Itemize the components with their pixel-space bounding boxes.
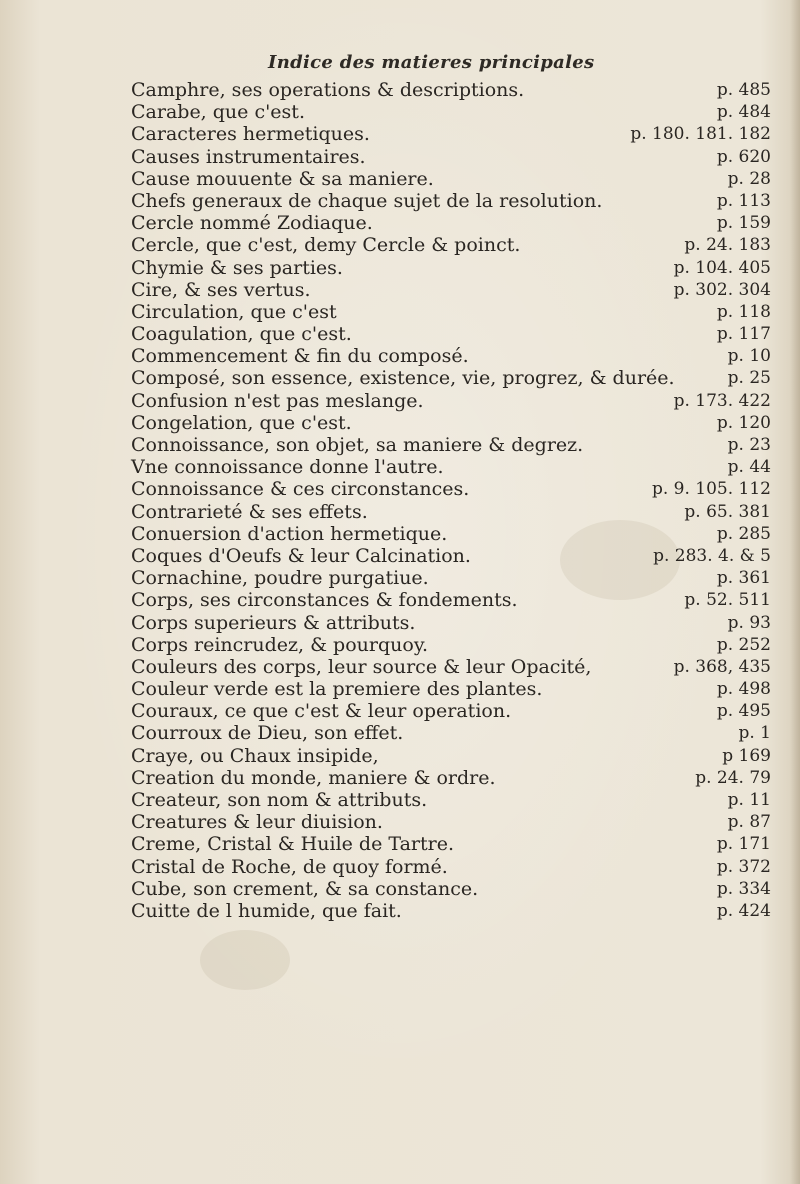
index-entry (131, 390, 771, 412)
entry-term: Connoissance, son objet, sa maniere & degrez. (131, 434, 584, 456)
entry-term: Causes instrumentaires. (131, 145, 366, 168)
entry-term: Cercle nommé Zodiaque. (131, 212, 373, 235)
entry-page-ref: p. 334 (716, 878, 771, 899)
index-entry (131, 478, 771, 500)
entry-term: Couleur verde est la premiere des plantes. (131, 678, 543, 701)
index-entry (131, 101, 771, 123)
entry-page-ref: p. 252 (716, 634, 771, 655)
entry-page-ref: p. 498 (716, 679, 771, 700)
entry-term: Creatures & leur diuision. (131, 811, 383, 834)
index-entry (131, 190, 771, 212)
entry-page-ref: p. 180. 181. 182 (630, 124, 771, 145)
index-entry (131, 745, 771, 767)
index-entry (131, 345, 771, 367)
entry-page-ref: p. 159 (716, 213, 771, 234)
entry-term: Cercle, que c'est, demy Cercle & poinct. (131, 234, 521, 257)
index-entry (131, 501, 771, 523)
entry-page-ref: p. 1 (738, 723, 771, 744)
entry-page-ref: p. 484 (716, 102, 771, 123)
entry-page-ref: p. 620 (716, 146, 771, 167)
index-entry (131, 456, 771, 478)
index-entry (131, 323, 771, 345)
entry-term: Composé, son essence, existence, vie, progrez, & durée. (131, 367, 675, 390)
entry-term: Chefs generaux de chaque sujet de la resolution. (131, 189, 603, 212)
entry-page-ref: p. 44 (727, 457, 771, 478)
entry-term: Cornachine, poudre purgatiue. (131, 567, 429, 590)
entry-term: Cristal de Roche, de quoy formé. (131, 855, 448, 878)
entry-term: Createur, son nom & attributs. (131, 789, 428, 811)
entry-page-ref: p. 65. 381 (684, 501, 771, 522)
index-entry (131, 367, 771, 389)
entry-page-ref: p. 117 (716, 324, 771, 345)
index-entry (131, 700, 771, 722)
index-entry (131, 279, 771, 301)
entry-page-ref: p. 361 (716, 568, 771, 589)
entry-term: Conuersion d'action hermetique. (131, 522, 448, 545)
entry-term: Chymie & ses parties. (131, 256, 343, 279)
entry-term: Cuitte de l humide, que fait. (131, 899, 402, 922)
entry-page-ref: p. 171 (716, 834, 771, 855)
index-entry (131, 678, 771, 700)
entry-page-ref: p. 495 (716, 701, 771, 722)
entry-term: Couraux, ce que c'est & leur operation. (131, 700, 512, 723)
index-entry (131, 567, 771, 589)
entry-page-ref: p. 23 (727, 435, 771, 455)
entry-term: Coagulation, que c'est. (131, 323, 352, 346)
index-entry (131, 523, 771, 545)
index-entry (131, 634, 771, 656)
entry-term: Creation du monde, maniere & ordre. (131, 766, 496, 789)
entry-term: Carabe, que c'est. (131, 101, 305, 124)
index-entry (131, 257, 771, 279)
entry-term: Circulation, que c'est (131, 300, 337, 323)
index-entry (131, 589, 771, 611)
entry-page-ref: p. 173. 422 (673, 390, 771, 411)
entry-page-ref: p. 9. 105. 112 (651, 479, 771, 500)
running-head: Indice des matieres principales (268, 52, 595, 73)
index-entry (131, 833, 771, 855)
entry-term: Camphre, ses operations & descriptions. (131, 79, 525, 101)
entry-term: Couleurs des corps, leur source & leur Opacité, (131, 655, 592, 678)
entry-page-ref: p. 113 (716, 190, 771, 211)
index-entry (131, 767, 771, 789)
entry-page-ref: p. 24. 79 (695, 767, 771, 788)
entry-page-ref: p. 93 (727, 612, 771, 633)
entry-page-ref: p. 24. 183 (684, 235, 771, 256)
entry-page-ref: p. 302. 304 (673, 279, 771, 300)
entry-term: Connoissance & ces circonstances. (131, 478, 470, 501)
entry-term: Cire, & ses vertus. (131, 278, 311, 301)
index-entry (131, 612, 771, 634)
entry-page-ref: p. 368, 435 (673, 656, 771, 677)
index-entry (131, 789, 771, 811)
entry-term: Craye, ou Chaux insipide, (131, 744, 379, 767)
entry-page-ref: p. 283. 4. & 5 (653, 545, 771, 566)
index-entry (131, 900, 771, 922)
entry-page-ref: p. 10 (727, 346, 771, 367)
entry-term: Courroux de Dieu, son effet. (131, 722, 404, 745)
index-entry (131, 656, 771, 678)
entry-term: Vne connoissance donne l'autre. (131, 456, 444, 479)
entry-term: Corps superieurs & attributs. (131, 611, 416, 634)
index-entry (131, 79, 771, 101)
page-edge-shadow (790, 0, 800, 1184)
entry-term: Corps, ses circonstances & fondements. (131, 589, 518, 612)
index-entry (131, 722, 771, 744)
index-entry (131, 146, 771, 168)
entry-term: Congelation, que c'est. (131, 411, 352, 434)
entry-term: Confusion n'est pas meslange. (131, 389, 424, 412)
entry-page-ref: p. 118 (716, 301, 771, 322)
index-entry (131, 123, 771, 145)
entry-page-ref: p. 372 (716, 856, 771, 877)
entry-page-ref: p. 285 (716, 523, 771, 544)
entry-page-ref: p. 28 (727, 168, 771, 189)
entry-page-ref: p. 87 (727, 812, 771, 833)
index-entry (131, 811, 771, 833)
index-entry (131, 856, 771, 878)
index-entry (131, 545, 771, 567)
entry-page-ref: p. 485 (716, 80, 771, 100)
entry-term: Contrarieté & ses effets. (131, 500, 368, 523)
index-entry (131, 434, 771, 456)
index-entry (131, 168, 771, 190)
entry-term: Cube, son crement, & sa constance. (131, 877, 479, 900)
index-entry (131, 301, 771, 323)
entry-term: Coques d'Oeufs & leur Calcination. (131, 544, 471, 567)
entry-page-ref: p. 52. 511 (684, 590, 771, 611)
entry-page-ref: p. 11 (727, 790, 771, 810)
entry-page-ref: p. 25 (727, 368, 771, 389)
index-entry (131, 234, 771, 256)
index-entry (131, 212, 771, 234)
entry-term: Creme, Cristal & Huile de Tartre. (131, 833, 454, 856)
entry-term: Cause mouuente & sa maniere. (131, 167, 434, 190)
entry-page-ref: p. 120 (716, 412, 771, 433)
index-entries (131, 79, 771, 922)
entry-term: Commencement & fin du composé. (131, 345, 469, 368)
entry-term: Corps reincrudez, & pourquoy. (131, 633, 429, 656)
index-entry (131, 412, 771, 434)
entry-page-ref: p. 104. 405 (673, 257, 771, 278)
paper-stain (200, 930, 290, 990)
entry-term: Caracteres hermetiques. (131, 123, 370, 146)
index-entry (131, 878, 771, 900)
entry-page-ref: p. 424 (716, 900, 771, 921)
entry-page-ref: p 169 (722, 745, 771, 766)
